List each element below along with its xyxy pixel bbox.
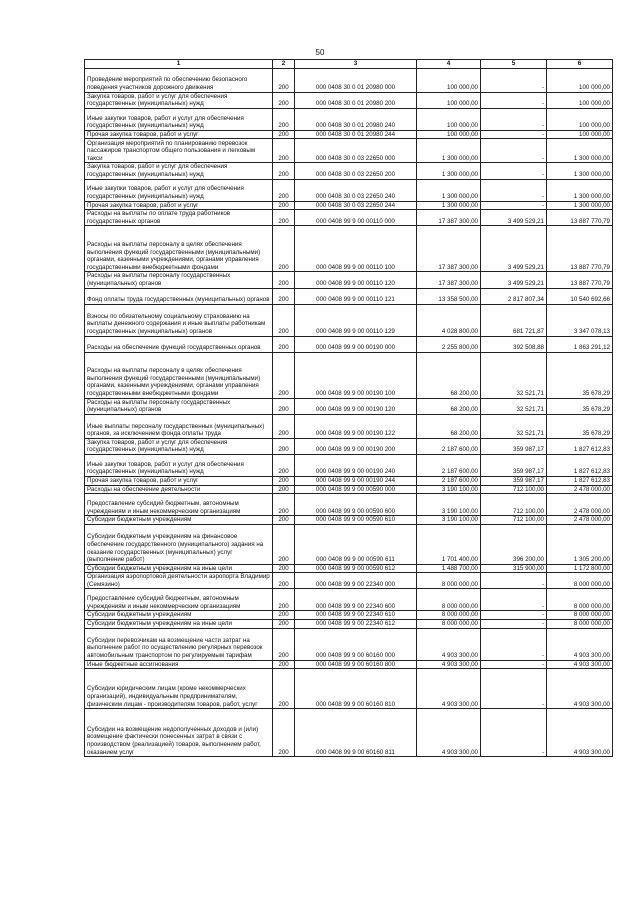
executed-amount: - [481, 130, 547, 139]
budget-classification-code: 000 0408 99 9 00 60160 800 [295, 660, 417, 669]
executed-amount: 359 987,17 [481, 438, 547, 454]
line-code: 200 [273, 494, 295, 516]
table-row [85, 669, 613, 709]
budget-classification-code: 000 0408 99 9 00 00190 240 [295, 454, 417, 476]
unexecuted-amount: 35 678,29 [547, 352, 613, 398]
table-row [85, 573, 613, 589]
executed-amount: - [481, 589, 547, 611]
table-row [85, 398, 613, 414]
expense-name: Взносы по обязательному социальному страхованию на выплаты денежного содержания и иные выплаты работникам государственных (муниципальных) органов [85, 304, 273, 336]
unexecuted-amount: 100 000,00 [547, 68, 613, 92]
approved-amount: 8 000 000,00 [417, 611, 481, 620]
column-header-6: 6 [547, 60, 613, 69]
line-code: 200 [273, 139, 295, 163]
unexecuted-amount: 2 478 000,00 [547, 494, 613, 516]
table-row [85, 92, 613, 108]
budget-classification-code: 000 0408 99 9 00 00190 000 [295, 336, 417, 352]
executed-amount: 712 100,00 [481, 494, 547, 516]
approved-amount: 17 387 300,00 [417, 226, 481, 272]
unexecuted-amount: 1 827 612,83 [547, 476, 613, 485]
table-row [85, 68, 613, 92]
table-row [85, 709, 613, 757]
unexecuted-amount: 35 678,29 [547, 398, 613, 414]
budget-classification-code: 000 0408 99 9 00 60160 810 [295, 669, 417, 709]
executed-amount: - [481, 68, 547, 92]
line-code: 200 [273, 669, 295, 709]
expense-name: Иные закупки товаров, работ и услуг для обеспечения государственных (муниципальных) нужд [85, 108, 273, 130]
budget-classification-code: 000 0408 99 9 00 00590 600 [295, 494, 417, 516]
unexecuted-amount: 1 300 000,00 [547, 179, 613, 201]
unexecuted-amount: 10 540 692,66 [547, 288, 613, 304]
unexecuted-amount: 100 000,00 [547, 92, 613, 108]
budget-classification-code: 000 0408 99 9 00 22340 610 [295, 611, 417, 620]
executed-amount: 2 817 807,34 [481, 288, 547, 304]
approved-amount: 4 903 300,00 [417, 660, 481, 669]
line-code: 200 [273, 179, 295, 201]
unexecuted-amount: 1 305 200,00 [547, 524, 613, 564]
approved-amount: 100 000,00 [417, 130, 481, 139]
line-code: 200 [273, 660, 295, 669]
column-header-5: 5 [481, 60, 547, 69]
expense-name: Расходы на выплаты персоналу государственных (муниципальных) органов [85, 272, 273, 288]
approved-amount: 3 190 100,00 [417, 516, 481, 525]
expense-name: Субсидии бюджетным учреждениям на иные цели [85, 620, 273, 629]
line-code: 200 [273, 709, 295, 757]
approved-amount: 8 000 000,00 [417, 620, 481, 629]
unexecuted-amount: 1 300 000,00 [547, 139, 613, 163]
line-code: 200 [273, 68, 295, 92]
table-row [85, 226, 613, 272]
table-row [85, 438, 613, 454]
table-row [85, 336, 613, 352]
executed-amount: - [481, 163, 547, 179]
budget-classification-code: 000 0408 99 9 00 00110 121 [295, 288, 417, 304]
executed-amount: 315 900,00 [481, 564, 547, 573]
approved-amount: 2 187 600,00 [417, 454, 481, 476]
line-code: 200 [273, 130, 295, 139]
expense-name: Субсидии бюджетным учреждениям [85, 611, 273, 620]
unexecuted-amount: 1 300 000,00 [547, 163, 613, 179]
expense-name: Иные закупки товаров, работ и услуг для обеспечения государственных (муниципальных) нужд [85, 179, 273, 201]
unexecuted-amount: 13 887 770,79 [547, 272, 613, 288]
line-code: 200 [273, 272, 295, 288]
expense-name: Субсидии бюджетным учреждениям на финансовое обеспечение государственного (муниципального) задания на оказание государственных (муниципальных) услуг (выполнение работ) [85, 524, 273, 564]
executed-amount: - [481, 660, 547, 669]
expense-name: Расходы на выплаты персоналу государственных (муниципальных) органов [85, 398, 273, 414]
executed-amount: - [481, 108, 547, 130]
budget-classification-code: 000 0408 99 9 00 00590 611 [295, 524, 417, 564]
budget-classification-code: 000 0408 30 0 01 20980 000 [295, 68, 417, 92]
line-code: 200 [273, 524, 295, 564]
budget-classification-code: 000 0408 99 9 00 00590 612 [295, 564, 417, 573]
approved-amount: 2 187 600,00 [417, 476, 481, 485]
table-row [85, 304, 613, 336]
approved-amount: 1 300 000,00 [417, 201, 481, 210]
expense-name: Прочая закупка товаров, работ и услуг [85, 476, 273, 485]
table-body [85, 68, 613, 757]
table-row [85, 108, 613, 130]
unexecuted-amount: 100 000,00 [547, 108, 613, 130]
executed-amount: - [481, 709, 547, 757]
line-code: 200 [273, 398, 295, 414]
line-code: 200 [273, 226, 295, 272]
page-number: 50 [315, 48, 325, 57]
budget-classification-code: 000 0408 99 9 00 00590 610 [295, 516, 417, 525]
expense-name: Иные выплаты персоналу государственных (муниципальных) органов, за исключением фонда оплаты труда [85, 414, 273, 438]
table-row [85, 476, 613, 485]
executed-amount: 32 521,71 [481, 398, 547, 414]
executed-amount: 32 521,71 [481, 414, 547, 438]
expense-name: Фонд оплаты труда государственных (муниципальных) органов [85, 288, 273, 304]
budget-classification-code: 000 0408 99 9 00 22340 612 [295, 620, 417, 629]
unexecuted-amount: 4 903 300,00 [547, 628, 613, 660]
line-code: 200 [273, 336, 295, 352]
expense-name: Субсидии бюджетным учреждениям [85, 516, 273, 525]
executed-amount: - [481, 92, 547, 108]
table-row [85, 516, 613, 525]
table-row [85, 620, 613, 629]
budget-classification-code: 000 0408 99 9 00 22340 600 [295, 589, 417, 611]
executed-amount: - [481, 620, 547, 629]
executed-amount: - [481, 179, 547, 201]
budget-classification-code: 000 0408 30 0 03 22650 240 [295, 179, 417, 201]
budget-classification-code: 000 0408 99 9 00 60160 000 [295, 628, 417, 660]
line-code: 200 [273, 611, 295, 620]
column-header-4: 4 [417, 60, 481, 69]
unexecuted-amount: 3 347 078,13 [547, 304, 613, 336]
table-row [85, 485, 613, 494]
table-row [85, 288, 613, 304]
expense-name: Расходы на выплаты персоналу в целях обеспечения выполнения функций государственными (муниципальными) органами, казенными учреждениями, органами управления государственными внебюджетными фондами [85, 226, 273, 272]
budget-classification-code: 000 0408 99 9 00 00190 200 [295, 438, 417, 454]
budget-classification-code: 000 0408 99 9 00 00190 120 [295, 398, 417, 414]
table-row [85, 352, 613, 398]
approved-amount: 8 000 000,00 [417, 589, 481, 611]
budget-classification-code: 000 0408 30 0 03 22650 244 [295, 201, 417, 210]
unexecuted-amount: 1 827 612,83 [547, 438, 613, 454]
expense-name: Закупка товаров, работ и услуг для обеспечения государственных (муниципальных) нужд [85, 163, 273, 179]
approved-amount: 3 190 100,00 [417, 494, 481, 516]
column-header-3: 3 [295, 60, 417, 69]
unexecuted-amount: 13 887 770,79 [547, 226, 613, 272]
budget-classification-code: 000 0408 99 9 00 00590 000 [295, 485, 417, 494]
line-code: 200 [273, 454, 295, 476]
expense-name: Иные закупки товаров, работ и услуг для обеспечения государственных (муниципальных) нужд [85, 454, 273, 476]
unexecuted-amount: 2 478 000,00 [547, 485, 613, 494]
approved-amount: 13 358 500,00 [417, 288, 481, 304]
line-code: 200 [273, 201, 295, 210]
unexecuted-amount: 4 903 300,00 [547, 709, 613, 757]
unexecuted-amount: 4 903 300,00 [547, 669, 613, 709]
budget-classification-code: 000 0408 30 0 03 22650 200 [295, 163, 417, 179]
budget-classification-code: 000 0408 30 0 03 22650 000 [295, 139, 417, 163]
executed-amount: 3 499 529,21 [481, 272, 547, 288]
executed-amount: - [481, 573, 547, 589]
expense-name: Организация мероприятий по планированию перевозок пассажиров транспортом общего пользования и легковым такси [85, 139, 273, 163]
approved-amount: 8 000 000,00 [417, 573, 481, 589]
expense-name: Расходы на выплаты по оплате труда работников государственных органов [85, 210, 273, 226]
executed-amount: - [481, 139, 547, 163]
budget-classification-code: 000 0408 99 9 00 60160 811 [295, 709, 417, 757]
line-code: 200 [273, 352, 295, 398]
approved-amount: 68 200,00 [417, 352, 481, 398]
table-row [85, 494, 613, 516]
budget-classification-code: 000 0408 99 9 00 00110 120 [295, 272, 417, 288]
executed-amount: 712 100,00 [481, 485, 547, 494]
table-row [85, 414, 613, 438]
line-code: 200 [273, 573, 295, 589]
table-row [85, 139, 613, 163]
unexecuted-amount: 1 863 291,12 [547, 336, 613, 352]
budget-classification-code: 000 0408 99 9 00 00190 100 [295, 352, 417, 398]
line-code: 200 [273, 288, 295, 304]
line-code: 200 [273, 628, 295, 660]
line-code: 200 [273, 304, 295, 336]
table-row [85, 628, 613, 660]
table-row [85, 564, 613, 573]
approved-amount: 4 903 300,00 [417, 628, 481, 660]
executed-amount: - [481, 611, 547, 620]
line-code: 200 [273, 414, 295, 438]
approved-amount: 1 701 400,00 [417, 524, 481, 564]
table-row [85, 130, 613, 139]
table-row [85, 272, 613, 288]
approved-amount: 68 200,00 [417, 414, 481, 438]
table-row [85, 524, 613, 564]
column-header-2: 2 [273, 60, 295, 69]
unexecuted-amount: 8 000 000,00 [547, 611, 613, 620]
unexecuted-amount: 1 827 612,83 [547, 454, 613, 476]
expense-name: Закупка товаров, работ и услуг для обеспечения государственных (муниципальных) нужд [85, 438, 273, 454]
line-code: 200 [273, 210, 295, 226]
approved-amount: 1 300 000,00 [417, 163, 481, 179]
executed-amount: - [481, 669, 547, 709]
executed-amount: - [481, 628, 547, 660]
executed-amount: 359 987,17 [481, 476, 547, 485]
approved-amount: 4 903 300,00 [417, 709, 481, 757]
table-row [85, 454, 613, 476]
budget-classification-code: 000 0408 30 0 01 20980 244 [295, 130, 417, 139]
table-row [85, 163, 613, 179]
line-code: 200 [273, 620, 295, 629]
approved-amount: 4 028 800,00 [417, 304, 481, 336]
table-row [85, 201, 613, 210]
approved-amount: 2 255 800,00 [417, 336, 481, 352]
approved-amount: 3 190 100,00 [417, 485, 481, 494]
unexecuted-amount: 100 000,00 [547, 130, 613, 139]
line-code: 200 [273, 516, 295, 525]
expense-name: Проведение мероприятий по обеспечению безопасного поведения участников дорожного движения [85, 68, 273, 92]
executed-amount: 681 721,87 [481, 304, 547, 336]
approved-amount: 1 300 000,00 [417, 139, 481, 163]
expense-name: Иные бюджетные ассигнования [85, 660, 273, 669]
line-code: 200 [273, 163, 295, 179]
executed-amount: 32 521,71 [481, 352, 547, 398]
executed-amount: - [481, 201, 547, 210]
approved-amount: 100 000,00 [417, 92, 481, 108]
executed-amount: 359 987,17 [481, 454, 547, 476]
approved-amount: 2 187 600,00 [417, 438, 481, 454]
unexecuted-amount: 2 478 000,00 [547, 516, 613, 525]
expense-name: Закупка товаров, работ и услуг для обеспечения государственных (муниципальных) нужд [85, 92, 273, 108]
budget-classification-code: 000 0408 99 9 00 00190 122 [295, 414, 417, 438]
table-row [85, 660, 613, 669]
line-code: 200 [273, 485, 295, 494]
budget-classification-code: 000 0408 99 9 00 00110 129 [295, 304, 417, 336]
line-code: 200 [273, 438, 295, 454]
approved-amount: 17 387 300,00 [417, 272, 481, 288]
table-row [85, 179, 613, 201]
line-code: 200 [273, 92, 295, 108]
approved-amount: 68 200,00 [417, 398, 481, 414]
budget-classification-code: 000 0408 99 9 00 00110 000 [295, 210, 417, 226]
unexecuted-amount: 1 300 000,00 [547, 201, 613, 210]
line-code: 200 [273, 589, 295, 611]
table-row [85, 611, 613, 620]
expense-name: Прочая закупка товаров, работ и услуг [85, 130, 273, 139]
approved-amount: 1 488 700,00 [417, 564, 481, 573]
expense-name: Организация аэропортовой деятельности аэропорта Владимир (Семязино) [85, 573, 273, 589]
expense-name: Расходы на обеспечение деятельности [85, 485, 273, 494]
executed-amount: 396 200,00 [481, 524, 547, 564]
budget-classification-code: 000 0408 99 9 00 22340 000 [295, 573, 417, 589]
approved-amount: 17 387 300,00 [417, 210, 481, 226]
unexecuted-amount: 35 678,29 [547, 414, 613, 438]
budget-classification-code: 000 0408 99 9 00 00190 244 [295, 476, 417, 485]
expense-name: Субсидии перевозчикам на возмещение части затрат на выполнение работ по осуществлению регулярных перевозок автомобильным транспортом по регулируемым тарифам [85, 628, 273, 660]
expense-name: Расходы на обеспечение функций государственных органов [85, 336, 273, 352]
unexecuted-amount: 8 000 000,00 [547, 589, 613, 611]
executed-amount: 3 499 529,21 [481, 226, 547, 272]
expense-name: Субсидии юридическим лицам (кроме некоммерческих организаций), индивидуальным предпринимателям, физическим лицам - производителям товаров, работ, услуг [85, 669, 273, 709]
table-row [85, 589, 613, 611]
unexecuted-amount: 4 903 300,00 [547, 660, 613, 669]
executed-amount: 392 508,88 [481, 336, 547, 352]
unexecuted-amount: 1 172 800,00 [547, 564, 613, 573]
expense-name: Субсидии на возмещение недополученных доходов и (или) возмещение фактически понесенных затрат в связи с производством (реализацией) товаров, выполнением работ, оказанием услуг [85, 709, 273, 757]
line-code: 200 [273, 108, 295, 130]
budget-classification-code: 000 0408 99 9 00 00110 100 [295, 226, 417, 272]
expense-name: Предоставление субсидий бюджетным, автономным учреждениям и иным некоммерческим организациям [85, 589, 273, 611]
budget-classification-code: 000 0408 30 0 01 20980 240 [295, 108, 417, 130]
column-number-header-row [85, 60, 613, 69]
expense-name: Предоставление субсидий бюджетным, автономным учреждениям и иным некоммерческим организациям [85, 494, 273, 516]
unexecuted-amount: 8 000 000,00 [547, 620, 613, 629]
unexecuted-amount: 13 887 770,79 [547, 210, 613, 226]
budget-classification-code: 000 0408 30 0 01 20980 200 [295, 92, 417, 108]
unexecuted-amount: 8 000 000,00 [547, 573, 613, 589]
expense-name: Прочая закупка товаров, работ и услуг [85, 201, 273, 210]
approved-amount: 100 000,00 [417, 68, 481, 92]
line-code: 200 [273, 476, 295, 485]
approved-amount: 1 300 000,00 [417, 179, 481, 201]
line-code: 200 [273, 564, 295, 573]
approved-amount: 4 903 300,00 [417, 669, 481, 709]
column-header-1: 1 [85, 60, 273, 69]
table-row [85, 210, 613, 226]
approved-amount: 100 000,00 [417, 108, 481, 130]
expense-name: Расходы на выплаты персоналу в целях обеспечения выполнения функций государственными (муниципальными) органами, казенными учреждениями, органами управления государственными внебюджетными фондами [85, 352, 273, 398]
budget-execution-table [84, 59, 613, 757]
executed-amount: 712 100,00 [481, 516, 547, 525]
expense-name: Субсидии бюджетным учреждениям на иные цели [85, 564, 273, 573]
executed-amount: 3 499 529,21 [481, 210, 547, 226]
